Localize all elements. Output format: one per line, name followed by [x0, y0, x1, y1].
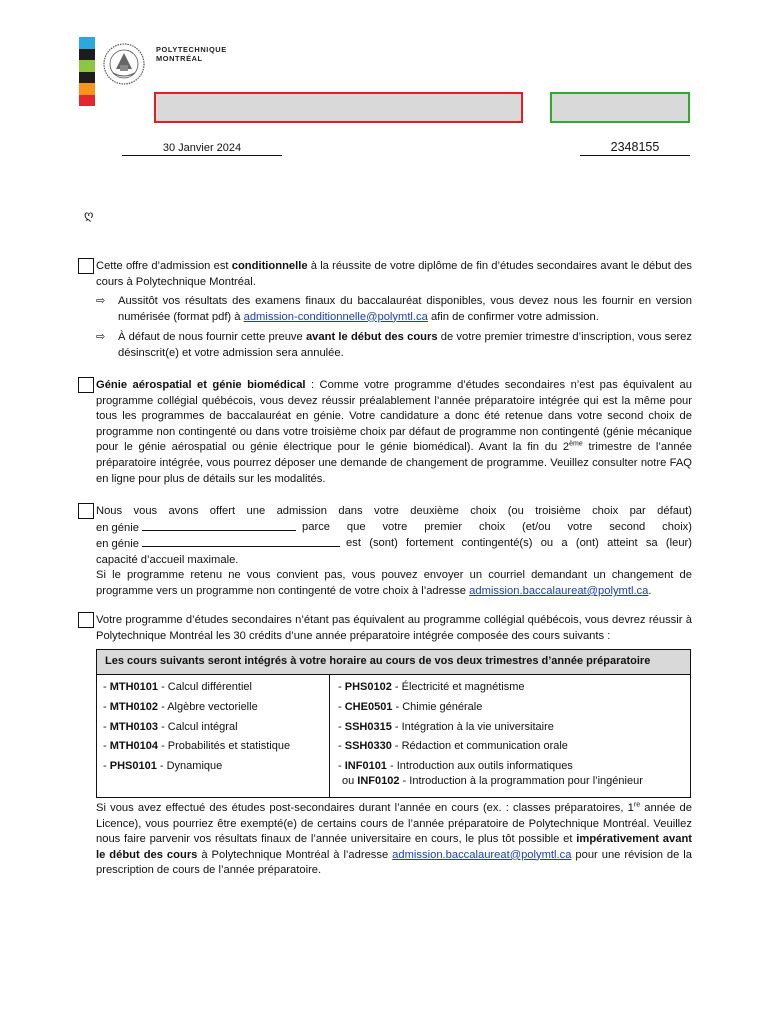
course-code: INF0101	[344, 760, 387, 773]
superscript: re	[633, 801, 641, 809]
arrow-right-icon: ⇨	[96, 331, 106, 343]
course-row: - MTH0101 - Calcul différentiel	[103, 681, 252, 693]
text: à la réussite de votre diplôme de fin d’études secondaires avant le début des cours à Polytechnique Montréal.	[96, 260, 692, 288]
program-blank-1[interactable]	[142, 520, 296, 531]
section-aero-bio	[96, 378, 692, 487]
superscript: ème	[569, 440, 583, 448]
course-code: MTH0101	[109, 681, 159, 693]
text: afin de confirmer votre admission.	[427, 310, 599, 323]
email-link-conditional[interactable]: admission-conditionnelle@polymtl.ca	[243, 310, 428, 323]
course-name: - Introduction aux outils informatiques	[386, 760, 573, 773]
course-row: - MTH0102 - Algèbre vectorielle	[103, 700, 258, 713]
course-name: - Calcul différentiel	[158, 681, 252, 693]
course-code: SSH0315	[344, 720, 392, 733]
strip-black	[79, 72, 95, 84]
course-name: - Probabilités et statistique	[158, 740, 291, 753]
program-line-1	[96, 520, 692, 537]
bullet-item-1	[96, 294, 692, 325]
course-row: - MTH0104 - Probabilités et statistique	[103, 740, 291, 753]
course-code: MTH0104	[109, 740, 159, 753]
course-name: - Chimie générale	[392, 700, 483, 713]
crest-icon	[101, 41, 147, 87]
text: parce que votre premier choix (et/ou votre second choix)	[302, 520, 692, 533]
text-bold: avant le début des cours	[305, 331, 438, 343]
course-code: PHS0102	[344, 681, 392, 693]
text: Nous vous avons offert une admission dans votre deuxième choix (ou troisième choix par défaut)	[96, 505, 692, 517]
course-row: - PHS0101 - Dynamique	[103, 760, 223, 773]
student-id-field: 2348155	[580, 139, 690, 156]
text: à Polytechnique Montréal à l’adresse	[197, 848, 393, 861]
course-column-left	[97, 675, 330, 797]
course-column-right	[330, 675, 690, 797]
course-row-alternative: ou INF0102 - Introduction à la programmation pour l’ingénieur	[342, 774, 643, 787]
course-table-header: Les cours suivants seront intégrés à votre horaire au cours de vos deux trimestres d’année préparatoire	[97, 650, 690, 675]
course-code: SSH0330	[344, 740, 392, 753]
course-row: - SSH0315 - Intégration à la vie universitaire	[338, 720, 554, 733]
text: : Comme votre programme d’études secondaires n’est pas équivalent au programme collégial québécois, vous devez réussir préalablement l’année préparatoire intégrée qui est la même pour tous les programmes de baccalauréat en génie. Votre candidature a donc été retenue dans votre second choix de programme non contingenté ou dans votre troisième choix par défaut de programme non contingenté (génie mécanique pour le génie aérospatial ou génie électrique pour le génie biomédical). Avant la fin du 2	[96, 379, 692, 454]
section-post-secondary	[96, 801, 692, 879]
section-prep-year-intro: Votre programme d’études secondaires n’étant pas équivalent au programme collégial québécois, vous devrez réussir à Polytechnique Montréal les 30 crédits d’une année préparatoire intégrée composée des cours suivants :	[96, 614, 692, 642]
course-row: - PHS0102 - Électricité et magnétisme	[338, 681, 525, 693]
text: en génie	[96, 538, 139, 551]
strip-black	[79, 49, 95, 61]
course-name: - Électricité et magnétisme	[391, 681, 525, 693]
course-row: - SSH0330 - Rédaction et communication orale	[338, 740, 568, 753]
section-second-choice	[96, 504, 692, 600]
checkbox-aero-bio[interactable]	[78, 377, 94, 393]
text-bold: impérativement avant le début des cours	[96, 833, 692, 861]
logo-color-strip	[79, 37, 95, 106]
email-link-baccalaureat-2[interactable]: admission.baccalaureat@polymtl.ca	[392, 848, 572, 861]
strip-orange	[79, 83, 95, 95]
text-cursor-mark: ღ	[84, 208, 94, 222]
course-name: - Introduction à la programmation pour l’ingénieur	[399, 774, 643, 787]
text: de votre premier trimestre d’inscription, vous serez désinscrit(e) et votre admission sera annulée.	[118, 331, 692, 359]
course-code: CHE0501	[344, 700, 393, 713]
text: année de Licence), vous pourriez être exempté(e) de certains cours de l’année préparatoire de Polytechnique Montréal. Veuillez nous faire parvenir vos résultats finaux de l’année universitaire en cours, le plus tôt possible et	[96, 802, 692, 846]
checkbox-prep-year[interactable]	[78, 612, 94, 628]
redacted-name-box	[154, 92, 523, 123]
course-name: - Calcul intégral	[158, 720, 238, 733]
arrow-right-icon: ⇨	[96, 295, 106, 307]
text: trimestre de l’année préparatoire intégrée, vous pourrez déposer une demande de changement de programme. Veuillez consulter notre FAQ en ligne pour plus de détails sur les modalités.	[96, 441, 692, 485]
institution-line1: POLYTECHNIQUE	[156, 45, 227, 54]
strip-red	[79, 95, 95, 107]
course-row: - MTH0103 - Calcul intégral	[103, 720, 238, 733]
text: Aussitôt vos résultats des examens finaux du baccalauréat disponibles, vous devez nous les fournir en version numérisée (format pdf) à	[118, 295, 692, 323]
course-name: - Algèbre vectorielle	[158, 700, 258, 713]
date-field: 30 Janvier 2024	[122, 141, 282, 156]
text: capacité d’accueil maximale.	[96, 553, 239, 566]
program-line-2	[96, 536, 692, 553]
institution-name	[156, 45, 227, 63]
text: Cette offre d’admission est	[96, 260, 232, 272]
text: À défaut de nous fournir cette preuve	[118, 331, 306, 343]
course-name: - Dynamique	[156, 760, 223, 773]
text-bold: conditionnelle	[231, 260, 308, 272]
text: Si vous avez effectué des études post-secondaires durant l’année en cours (ex. : classes préparatoires, 1	[96, 802, 634, 814]
institution-line2: MONTRÉAL	[156, 54, 203, 63]
checkbox-conditional[interactable]	[78, 258, 94, 274]
course-name: - Rédaction et communication orale	[391, 740, 568, 753]
strip-green	[79, 60, 95, 72]
program-blank-2[interactable]	[142, 536, 340, 547]
course-table	[96, 649, 691, 798]
text: est (sont) fortement contingenté(s) ou a (ont) atteint sa (leur)	[346, 537, 692, 550]
redacted-code-box	[550, 92, 690, 123]
course-code: PHS0101	[109, 760, 157, 773]
email-link-baccalaureat[interactable]: admission.baccalaureat@polymtl.ca	[469, 584, 649, 597]
bullet-item-2	[96, 330, 692, 361]
course-code: MTH0103	[109, 720, 159, 733]
strip-cyan	[79, 37, 95, 49]
section-conditional	[96, 259, 692, 290]
text-bold: Génie aérospatial et génie biomédical	[96, 379, 306, 391]
course-code: MTH0102	[109, 700, 159, 713]
text: .	[648, 584, 652, 597]
course-code: INF0102	[357, 774, 400, 787]
checkbox-second-choice[interactable]	[78, 503, 94, 519]
course-row: - INF0101 - Introduction aux outils informatiques	[338, 760, 573, 773]
course-row: - CHE0501 - Chimie générale	[338, 700, 483, 713]
course-name: - Intégration à la vie universitaire	[391, 720, 554, 733]
text: Si le programme retenu ne vous convient pas, vous pouvez envoyer un courriel demandant un changement de programme vers un programme non contingenté de votre choix à l’adresse	[96, 569, 692, 597]
text: en génie	[96, 521, 139, 534]
text: pour une révision de la prescription de cours de l’année préparatoire.	[96, 848, 692, 877]
